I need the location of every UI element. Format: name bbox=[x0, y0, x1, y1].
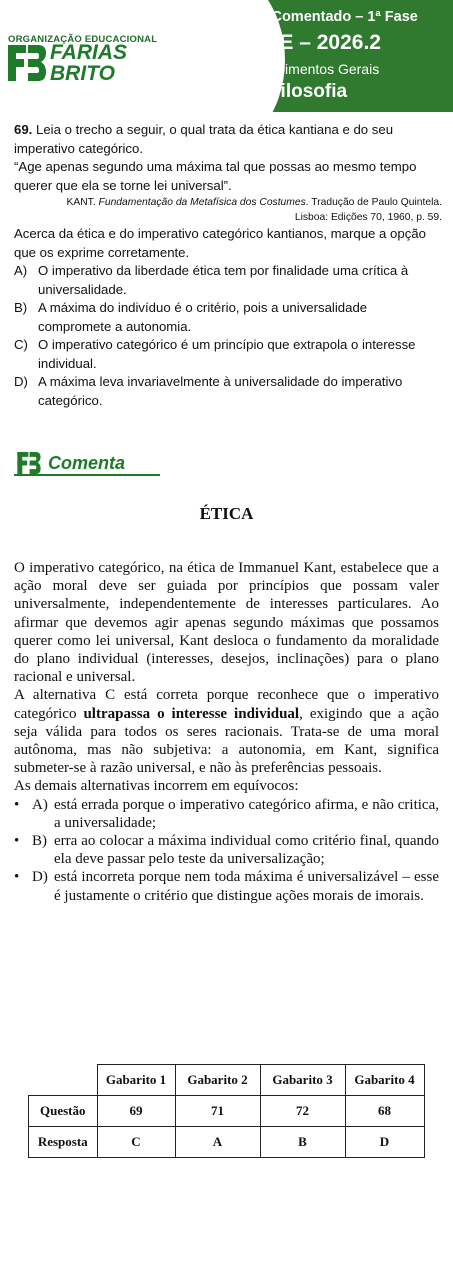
bullet-letter: A) bbox=[32, 796, 48, 813]
question-intro bbox=[14, 121, 442, 158]
option-a bbox=[14, 262, 442, 299]
comenta-heading bbox=[14, 452, 160, 476]
bullet-letter: D) bbox=[32, 869, 48, 886]
org-name: ORGANIZAÇÃO EDUCACIONAL bbox=[8, 34, 158, 45]
fb-small-logo-icon bbox=[14, 452, 44, 474]
option-letter: A) bbox=[14, 263, 28, 278]
bullet-dot-icon: • bbox=[14, 796, 20, 813]
table-corner bbox=[29, 1065, 98, 1096]
row-label: Questão bbox=[29, 1096, 98, 1127]
comment-paragraph-1: O imperativo categórico, na ética de Immanuel Kant, estabelece que a ação moral deve ser guiada por princípios que possam valer universalmente, independentemente de interesses particulares. Ao afirmar que devemos agir apenas segundo máximas que possamos querer como lei universal, Kant desloca o fundamento da moralidade do plano individual (interesses, desejos, inclinações) para o plano racional e universal. bbox=[14, 560, 439, 686]
table-cell: 69 bbox=[97, 1096, 175, 1127]
table-cell: D bbox=[345, 1127, 424, 1158]
table-row bbox=[29, 1127, 425, 1158]
row-label: Resposta bbox=[29, 1127, 98, 1158]
source-author: KANT. bbox=[66, 197, 99, 208]
table-header: Gabarito 2 bbox=[175, 1065, 260, 1096]
page-header bbox=[0, 0, 453, 112]
bullet-letter: B) bbox=[32, 833, 47, 850]
comenta-label: Comenta bbox=[48, 453, 126, 473]
p2-start: A alternativa C está correta porque reconhece que o imperativo categórico bbox=[14, 687, 439, 722]
exam-title: Vestibular Comentado – 1ª Fase bbox=[198, 9, 418, 25]
exam-subject: Filosofia bbox=[268, 81, 348, 102]
question-prompt: Acerca da ética e do imperativo categórico kantianos, marque a opção que os exprime corretamente. bbox=[14, 226, 426, 260]
bullet-dot-icon: • bbox=[14, 833, 20, 850]
table-cell: 72 bbox=[260, 1096, 345, 1127]
p2-bold: ultrapassa o interesse individual bbox=[83, 705, 300, 722]
p2-end: , exigindo que a ação seja válida para todos os seres racionais. Trata-se de uma moral autônoma, mas não subjetiva: a autonomia, em Kant, significa submeter-se à razão universal, e não às preferências pessoais. bbox=[14, 705, 440, 777]
section-title: ÉTICA bbox=[199, 504, 254, 523]
table-cell: A bbox=[175, 1127, 260, 1158]
fb-logo-icon bbox=[8, 45, 46, 81]
bullet-text: está errada porque o imperativo categórico afirma, e não critica, a universalidade; bbox=[54, 796, 439, 831]
comenta-underline bbox=[14, 474, 160, 476]
exam-area: Conhecimentos Gerais bbox=[236, 61, 380, 77]
bullet-text: erra ao colocar a máxima individual como critério final, quando ela deve passar pelo teste da universalização; bbox=[54, 833, 439, 868]
option-letter: C) bbox=[14, 337, 28, 352]
table-cell: 71 bbox=[175, 1096, 260, 1127]
source-publisher: Lisboa: Edições 70, 1960, p. 59. bbox=[294, 211, 442, 223]
option-text: O imperativo categórico é um princípio que extrapola o interesse individual. bbox=[38, 337, 416, 371]
table-header-row bbox=[29, 1065, 425, 1096]
comment-paragraph-2 bbox=[14, 686, 439, 777]
header-title-block bbox=[188, 6, 428, 104]
table-header: Gabarito 1 bbox=[97, 1065, 175, 1096]
answer-key-table bbox=[28, 1064, 425, 1158]
source-title: Fundamentação da Metafísica dos Costumes bbox=[98, 197, 306, 208]
question-source bbox=[14, 196, 442, 225]
table-header: Gabarito 4 bbox=[345, 1065, 424, 1096]
option-letter: D) bbox=[14, 374, 28, 389]
brand-name-line2: BRITO bbox=[50, 62, 115, 85]
option-text: A máxima leva invariavelmente à universalidade do imperativo categórico. bbox=[38, 374, 403, 408]
bullet-text: está incorreta porque nem toda máxima é universalizável – esse é justamente o critério que distingue ações morais de imorais. bbox=[54, 869, 439, 904]
table-header: Gabarito 3 bbox=[260, 1065, 345, 1096]
option-d bbox=[14, 373, 442, 410]
table-cell: C bbox=[97, 1127, 175, 1158]
table-cell: B bbox=[260, 1127, 345, 1158]
option-c bbox=[14, 336, 442, 373]
question-intro-text: Leia o trecho a seguir, o qual trata da ética kantiana e do seu imperativo categórico. bbox=[14, 122, 394, 156]
option-text: A máxima do indivíduo é o critério, pois a universalidade compromete a autonomia. bbox=[38, 300, 368, 334]
table-row bbox=[29, 1096, 425, 1127]
bullet-item bbox=[14, 832, 439, 868]
table-cell: 68 bbox=[345, 1096, 424, 1127]
bullet-dot-icon: • bbox=[14, 869, 20, 886]
brand-name-line1: FARIAS bbox=[50, 41, 128, 64]
option-b bbox=[14, 299, 442, 336]
question-block bbox=[14, 121, 442, 410]
bullet-item bbox=[14, 868, 439, 904]
exam-edition: UECE – 2026.2 bbox=[235, 31, 381, 54]
question-number: 69. bbox=[14, 122, 33, 137]
comment-paragraph-3: As demais alternativas incorrem em equívocos: bbox=[14, 778, 299, 795]
option-letter: B) bbox=[14, 300, 28, 315]
comment-body bbox=[14, 559, 439, 905]
question-quote: “Age apenas segundo uma máxima tal que possas ao mesmo tempo querer que ela se torne lei universal”. bbox=[14, 159, 417, 193]
source-rest: . Tradução de Paulo Quintela. bbox=[305, 197, 442, 208]
option-text: O imperativo da liberdade ética tem por finalidade uma crítica à universalidade. bbox=[38, 263, 409, 297]
bullet-item bbox=[14, 796, 439, 832]
